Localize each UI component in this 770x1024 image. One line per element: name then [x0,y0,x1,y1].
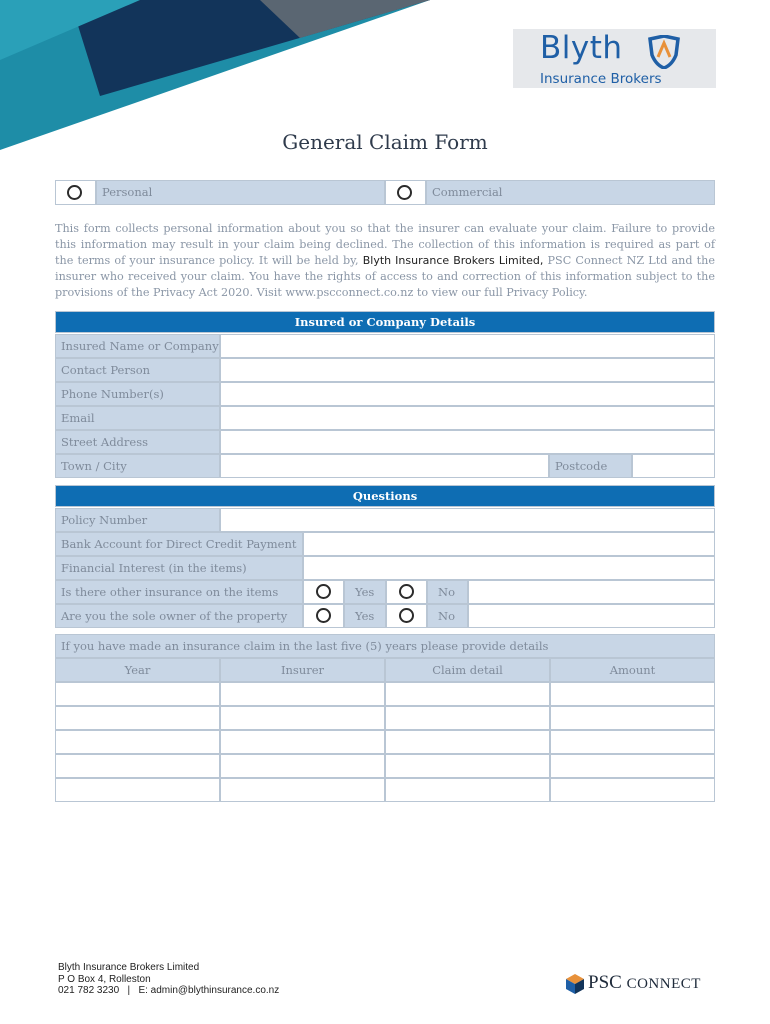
personal-label: Personal [96,180,385,205]
bank-account-input[interactable] [303,532,715,556]
privacy-notice [55,221,715,301]
personal-radio-cell[interactable] [55,180,96,205]
contact-person-label: Contact Person [55,358,220,382]
psc-label: PSC [588,972,622,993]
claims-history-cell[interactable] [55,778,220,802]
column-header-amount: Amount [550,658,715,682]
postcode-label: Postcode [549,454,632,478]
column-header-year: Year [55,658,220,682]
other-insurance-yes-cell[interactable] [303,580,344,604]
shield-icon [646,35,682,69]
commercial-radio-cell[interactable] [385,180,426,205]
header-banner [0,0,430,150]
insured-name-label: Insured Name or Company [55,334,220,358]
connect-label: CONNECT [626,976,701,992]
claims-history-cell[interactable] [550,682,715,706]
claims-history-cell[interactable] [385,682,550,706]
phone-input[interactable] [220,382,715,406]
other-insurance-label: Is there other insurance on the items [55,580,303,604]
other-insurance-no-cell[interactable] [386,580,427,604]
other-insurance-no-label: No [427,580,468,604]
psc-cube-icon [566,974,584,994]
sole-owner-no-cell[interactable] [386,604,427,628]
commercial-label: Commercial [426,180,715,205]
other-insurance-no-radio[interactable] [399,584,414,599]
footer-phone-email: 021 782 3230 | E: admin@blythinsurance.co.nz [58,985,280,996]
claims-history-cell[interactable] [55,682,220,706]
other-insurance-details-input[interactable] [468,580,715,604]
claims-history-cell[interactable] [220,730,385,754]
column-header-insurer: Insurer [220,658,385,682]
town-city-input[interactable] [220,454,549,478]
footer-company: Blyth Insurance Brokers Limited [58,962,200,973]
financial-interest-input[interactable] [303,556,715,580]
sole-owner-details-input[interactable] [468,604,715,628]
insured-section-header: Insured or Company Details [55,311,715,333]
footer-address: P O Box 4, Rolleston [58,973,151,985]
policy-number-label: Policy Number [55,508,220,532]
notice-part1: This form collects personal information about you so that the insurer can evaluate your claim. Failure to provide this information may result in your claim being declined. The collection of this information is required as part of the terms of your insurance policy. It will be held by, [55,222,715,267]
claims-history-cell[interactable] [55,730,220,754]
claims-history-cell[interactable] [220,754,385,778]
claims-history-cell[interactable] [550,706,715,730]
claims-history-cell[interactable] [550,778,715,802]
sole-owner-label: Are you the sole owner of the property [55,604,303,628]
page-title: General Claim Form [282,130,488,154]
sole-owner-yes-label: Yes [344,604,386,628]
notice-holder: Blyth Insurance Brokers Limited, [362,254,544,267]
claims-history-cell[interactable] [220,778,385,802]
email-label: Email [55,406,220,430]
contact-person-input[interactable] [220,358,715,382]
financial-interest-label: Financial Interest (in the items) [55,556,303,580]
sole-owner-no-radio[interactable] [399,608,414,623]
postcode-input[interactable] [632,454,715,478]
claims-history-cell[interactable] [550,754,715,778]
claims-history-cell[interactable] [55,706,220,730]
bank-account-label: Bank Account for Direct Credit Payment [55,532,303,556]
other-insurance-yes-label: Yes [344,580,386,604]
claims-history-cell[interactable] [385,730,550,754]
logo-subtitle: Insurance Brokers [540,71,662,87]
claims-history-intro: If you have made an insurance claim in the last five (5) years please provide details [55,634,715,658]
policy-number-input[interactable] [220,508,715,532]
notice-part2: PSC Connect NZ Ltd and the insurer who received your claim. You have the rights of access to and correction of this information subject to the provisions of the Privacy Act 2020. Visit www.pscconnect.co.nz to view our full Privacy Policy. [55,254,716,299]
sole-owner-yes-cell[interactable] [303,604,344,628]
phone-label: Phone Number(s) [55,382,220,406]
column-header-claim-detail: Claim detail [385,658,550,682]
street-address-label: Street Address [55,430,220,454]
email-input[interactable] [220,406,715,430]
sole-owner-yes-radio[interactable] [316,608,331,623]
insured-name-input[interactable] [220,334,715,358]
town-city-label: Town / City [55,454,220,478]
blyth-logo [513,29,716,88]
personal-radio[interactable] [67,185,82,200]
psc-connect-logo [566,972,736,996]
claims-history-cell[interactable] [55,754,220,778]
claims-history-cell[interactable] [385,706,550,730]
sole-owner-no-label: No [427,604,468,628]
questions-section-header: Questions [55,485,715,507]
claims-history-cell[interactable] [220,706,385,730]
footer-contact [58,962,279,997]
commercial-radio[interactable] [397,185,412,200]
claims-history-cell[interactable] [385,778,550,802]
claims-history-cell[interactable] [550,730,715,754]
claims-history-cell[interactable] [220,682,385,706]
logo-name: Blyth [540,30,623,66]
street-address-input[interactable] [220,430,715,454]
other-insurance-yes-radio[interactable] [316,584,331,599]
claims-history-cell[interactable] [385,754,550,778]
